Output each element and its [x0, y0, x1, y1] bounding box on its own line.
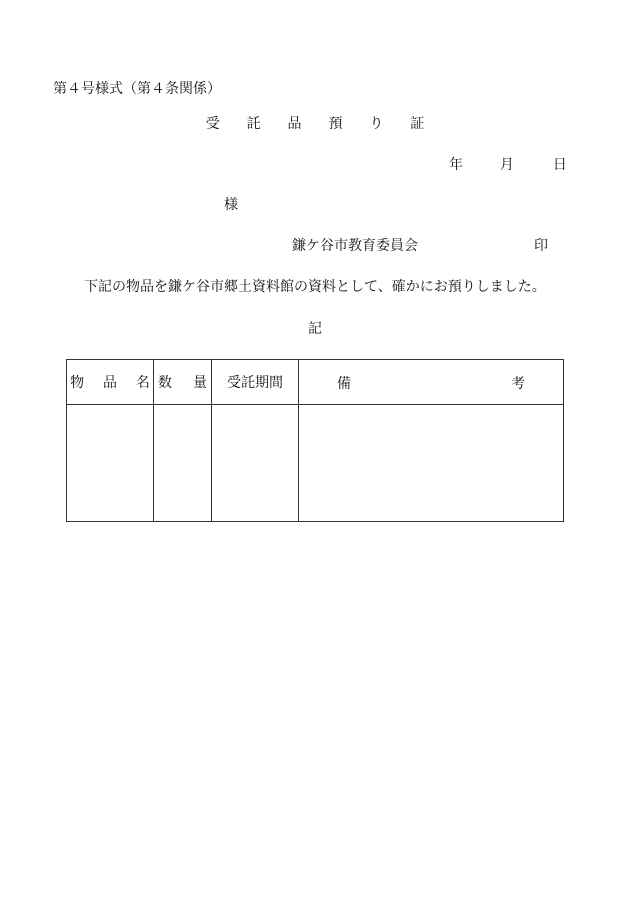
table-header-row	[67, 360, 564, 405]
document-title	[0, 113, 630, 133]
statement-text: 下記の物品を鎌ケ谷市郷土資料館の資料として、確かにお預りしました。	[84, 279, 546, 295]
table-row	[67, 405, 564, 522]
header-remarks: 備 考	[299, 360, 564, 405]
issuer-name: 鎌ケ谷市教育委員会	[292, 238, 418, 254]
ki-heading: 記	[308, 321, 322, 337]
date-day: 日	[552, 157, 567, 173]
title-char: 証	[410, 116, 425, 132]
addressee-suffix: 様	[224, 197, 238, 213]
seal-mark: 印	[534, 238, 548, 254]
items-table	[66, 359, 564, 522]
form-number: 第４号様式（第４条関係）	[53, 81, 221, 97]
title-char: 品	[287, 116, 302, 132]
header-quantity: 数 量	[154, 360, 212, 405]
header-item-name: 物 品 名	[67, 360, 154, 405]
title-char: 預	[328, 116, 343, 132]
cell-remarks	[299, 405, 564, 522]
cell-period	[212, 405, 299, 522]
title-char: 託	[246, 116, 261, 132]
title-char: 受	[205, 116, 220, 132]
date-month: 月	[499, 157, 514, 173]
date-row	[449, 154, 567, 174]
title-char: り	[369, 116, 384, 132]
header-period: 受託期間	[212, 360, 299, 405]
date-year: 年	[449, 157, 463, 173]
cell-item-name	[67, 405, 154, 522]
cell-quantity	[154, 405, 212, 522]
